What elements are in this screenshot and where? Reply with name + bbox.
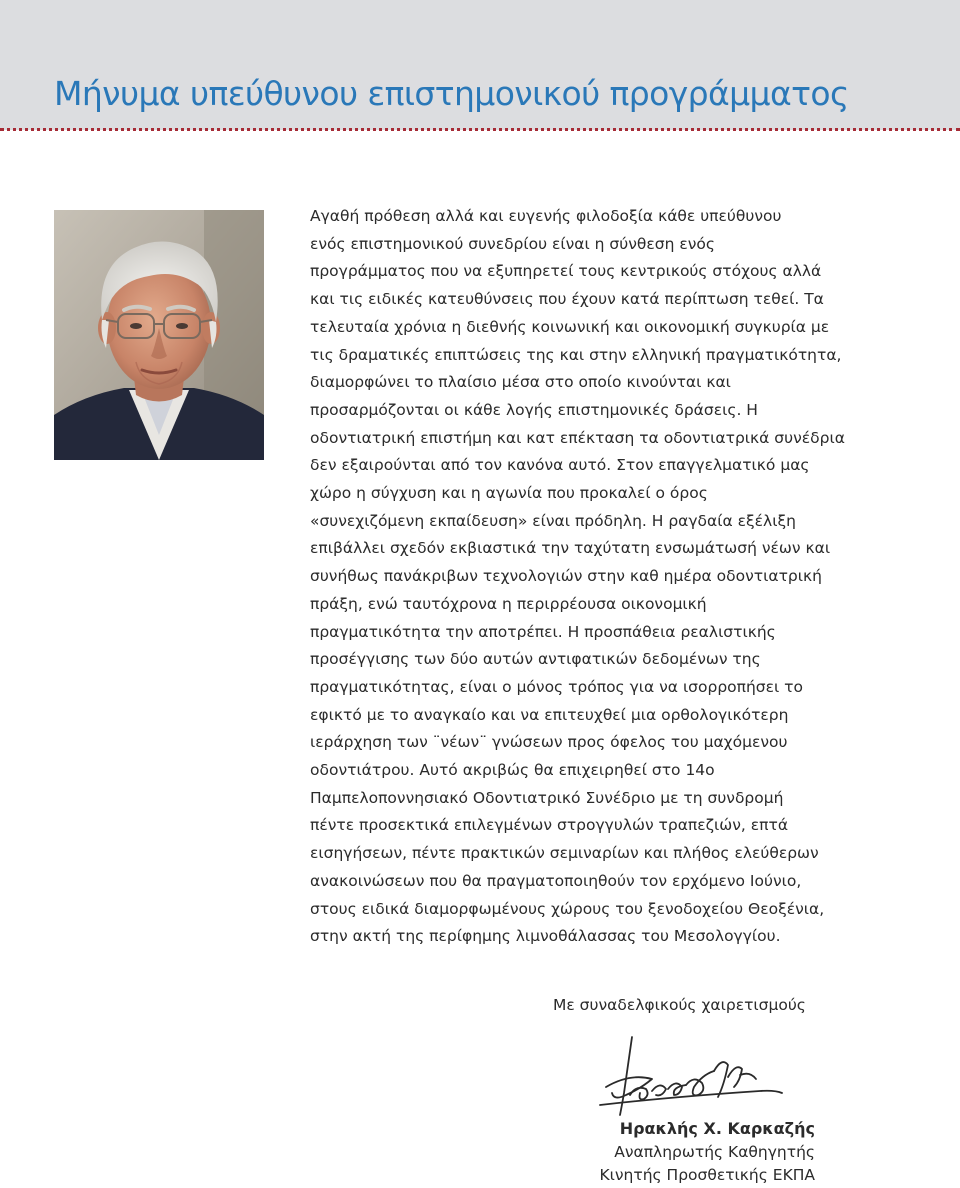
signature-image	[590, 1035, 790, 1120]
title-divider	[0, 128, 960, 131]
body-line: και τις ειδικές κατευθύνσεις που έχουν κατά περίπτωση τεθεί. Τα	[310, 290, 824, 309]
body-line: οδοντιάτρου. Αυτό ακριβώς θα επιχειρηθεί στο 14ο	[310, 761, 715, 780]
body-line: πραγματικότητας, είναι ο μόνος τρόπος για να ισορροπήσει το	[310, 677, 803, 696]
signatory-name: Ηρακλής Χ. Καρκαζής	[619, 1119, 815, 1138]
body-line: οδοντιατρική επιστήμη και κατ επέκταση τα οδοντιατρικά συνέδρια	[310, 428, 845, 447]
body-line: τις δραματικές επιπτώσεις της και στην ελληνική πραγματικότητα,	[310, 345, 842, 364]
body-line: ιεράρχηση των ¨νέων¨ γνώσεων προς όφελος του μαχόμενου	[310, 733, 788, 752]
message-body	[310, 203, 850, 951]
body-line: προσέγγισης των δύο αυτών αντιφατικών δεδομένων της	[310, 650, 761, 669]
body-line: ανακοινώσεων που θα πραγματοποιηθούν τον ερχόμενο Ιούνιο,	[310, 871, 802, 890]
body-line: δεν εξαιρούνται από τον κανόνα αυτό. Στον επαγγελματικό μας	[310, 456, 810, 475]
body-line: πέντε προσεκτικά επιλεγμένων στρογγυλών τραπεζιών, επτά	[310, 816, 789, 835]
body-line: ενός επιστημονικού συνεδρίου είναι η σύνθεση ενός	[310, 234, 715, 253]
body-line: Αγαθή πρόθεση αλλά και ευγενής φιλοδοξία κάθε υπεύθυνου	[310, 207, 782, 225]
body-line: προσαρμόζονται οι κάθε λογής επιστημονικές δράσεις. Η	[310, 400, 758, 419]
page-title: Μήνυμα υπεύθυνου επιστημονικού προγράμματος	[54, 74, 849, 113]
body-line: επιβάλλει σχεδόν εκβιαστικά την ταχύτατη ενσωμάτωσή νέων και	[310, 539, 831, 558]
body-line: συνήθως πανάκριβων τεχνολογιών στην καθ ημέρα οδοντιατρική	[310, 567, 822, 586]
body-line: διαμορφώνει το πλαίσιο μέσα στο οποίο κινούνται και	[310, 373, 731, 392]
body-line: στην ακτή της περίφημης λιμνοθάλασσας του Μεσολογγίου.	[310, 927, 781, 946]
body-line: πραγματικότητα την αποτρέπει. Η προσπάθεια ρεαλιστικής	[310, 622, 776, 641]
body-line: εφικτό με το αναγκαίο και να επιτευχθεί μια ορθολογικότερη	[310, 705, 789, 724]
body-line: Παμπελοποννησιακό Οδοντιατρικό Συνέδριο με τη συνδρομή	[310, 788, 784, 807]
signatory-department: Κινητής Προσθετικής ΕΚΠΑ	[599, 1166, 815, 1184]
body-line: χώρο η σύγχυση και η αγωνία που προκαλεί ο όρος	[310, 484, 708, 503]
body-line: τελευταία χρόνια η διεθνής κοινωνική και οικονομική συγκυρία με	[310, 317, 830, 336]
body-line: «συνεχιζόμενη εκπαίδευση» είναι πρόδηλη. Η ραγδαία εξέλιξη	[310, 511, 796, 530]
handwritten-signature-icon	[590, 1035, 790, 1120]
body-line: στους ειδικά διαμορφωμένους χώρους του ξενοδοχείου Θεοξένια,	[310, 899, 825, 918]
closing-greeting: Με συναδελφικούς χαιρετισμούς	[553, 996, 806, 1014]
portrait-photo	[54, 210, 264, 460]
person-portrait-icon	[54, 210, 264, 460]
body-line: πράξη, ενώ ταυτόχρονα η περιρρέουσα οικονομική	[310, 594, 707, 613]
signatory-block	[599, 1117, 815, 1187]
signatory-title: Αναπληρωτής Καθηγητής	[614, 1143, 815, 1161]
body-line: προγράμματος που να εξυπηρετεί τους κεντρικούς στόχους αλλά	[310, 262, 822, 281]
body-line: εισηγήσεων, πέντε πρακτικών σεμιναρίων και πλήθος ελεύθερων	[310, 844, 819, 863]
